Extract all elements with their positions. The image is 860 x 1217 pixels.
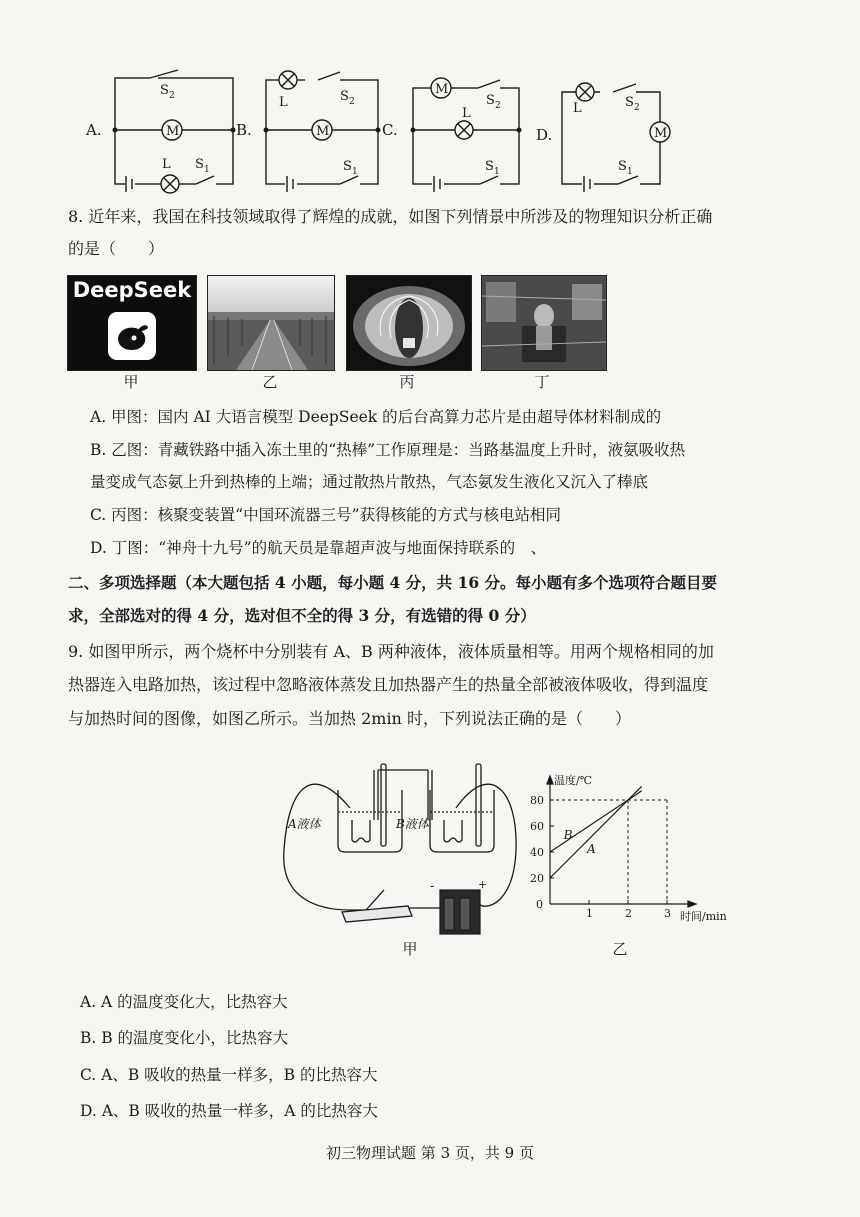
- svg-text:M: M: [166, 124, 180, 139]
- figure-caption-yi: 乙: [612, 940, 628, 958]
- deepseek-logo-image: [67, 275, 197, 371]
- q9-stem-line1: 9. 如图甲所示，两个烧杯中分别装有 A、B 两种液体，液体质量相等。用两个规格相同的加: [68, 642, 714, 661]
- series-label-b: B: [563, 827, 573, 842]
- label-liquid-b: B液体: [396, 817, 429, 831]
- q9-option-c: C. A、B 吸收的热量一样多，B 的比热容大: [80, 1066, 378, 1084]
- svg-text:C.: C.: [382, 121, 398, 139]
- y-tick-label: 80: [530, 794, 544, 807]
- q9-stem-line3: 与加热时间的图像，如图乙所示。当加热 2min 时，下列说法正确的是（ ）: [68, 709, 631, 728]
- svg-text:L: L: [279, 95, 288, 110]
- tokamak-photo: [346, 275, 472, 371]
- q9-option-b: B. B 的温度变化小，比热容大: [80, 1029, 289, 1047]
- svg-text:2: 2: [349, 97, 355, 107]
- svg-text:L: L: [462, 106, 471, 121]
- heating-apparatus-diagram: [280, 750, 530, 960]
- svg-text:S: S: [340, 89, 349, 104]
- q8-option-d: D. 丁图：“神舟十九号”的航天员是靠超声波与地面保持联系的 、: [90, 539, 547, 557]
- svg-text:B.: B.: [236, 121, 252, 139]
- svg-text:2: 2: [169, 91, 175, 101]
- chart-xlabel: 时间/min: [680, 910, 727, 922]
- svg-text:1: 1: [627, 167, 633, 177]
- q8-stem-line2: 的是（ ）: [68, 239, 165, 258]
- svg-text:L: L: [162, 157, 171, 172]
- q9-stem-line2: 热器连入电路加热，该过程中忽略液体蒸发且加热器产生的热量全部被液体吸收，得到温度: [68, 675, 709, 694]
- section2-heading-line2: 求，全部选对的得 4 分，选对但不全的得 3 分，有选错的得 0 分）: [68, 606, 536, 625]
- svg-text:S: S: [486, 93, 495, 108]
- svg-text:1: 1: [204, 165, 210, 175]
- q8-stem-line1: 8. 近年来，我国在科技领域取得了辉煌的成就，如图下列情景中所涉及的物理知识分析正确: [68, 207, 713, 226]
- svg-text:M: M: [435, 82, 449, 97]
- deepseek-logo-text: DeepSeek: [72, 278, 192, 302]
- series-label-a: A: [587, 841, 596, 856]
- x-tick-label: 3: [664, 907, 671, 920]
- svg-text:-: -: [430, 879, 435, 894]
- svg-text:S: S: [195, 157, 204, 172]
- page-footer: 初三物理试题 第 3 页，共 9 页: [326, 1144, 534, 1162]
- svg-text:S: S: [485, 159, 494, 174]
- image-caption-yi: 乙: [262, 373, 278, 391]
- q8-option-a: A. 甲图：国内 AI 大语言模型 DeepSeek 的后台高算力芯片是由超导体材料制成的: [90, 408, 662, 426]
- svg-text:S: S: [343, 159, 352, 174]
- q8-option-c: C. 丙图：核聚变装置“中国环流器三号”获得核能的方式与核电站相同: [90, 506, 562, 524]
- q8-option-b-line1: B. 乙图：青藏铁路中插入冻土里的“热棒”工作原理是：当路基温度上升时，液氨吸收热: [90, 441, 686, 459]
- q8-option-b-line2: 量变成气态氨上升到热棒的上端；通过散热片散热，气态氨发生液化又沉入了棒底: [90, 473, 649, 491]
- image-caption-bing: 丙: [399, 373, 415, 391]
- railway-photo: [207, 275, 335, 371]
- y-tick-label: 40: [530, 846, 544, 859]
- temperature-time-chart: [528, 772, 748, 922]
- image-caption-ding: 丁: [534, 373, 550, 391]
- space-station-photo: [481, 275, 607, 371]
- svg-text:M: M: [316, 124, 330, 139]
- circuit-a-letter: A.: [86, 121, 102, 139]
- svg-text:S: S: [625, 95, 634, 110]
- chart-origin-label: 0: [536, 898, 543, 911]
- svg-text:M: M: [654, 126, 668, 141]
- svg-text:+: +: [478, 878, 488, 891]
- q9-option-a: A. A 的温度变化大，比热容大: [80, 993, 288, 1011]
- circuit-diagrams: [0, 60, 860, 200]
- whale-icon: [108, 312, 156, 360]
- svg-text:2: 2: [495, 101, 501, 111]
- label-liquid-a: A液体: [288, 817, 321, 831]
- x-tick-label: 1: [586, 907, 593, 920]
- q9-option-d: D. A、B 吸收的热量一样多，A 的比热容大: [80, 1102, 378, 1120]
- svg-text:S: S: [160, 83, 169, 98]
- figure-caption-jia: 甲: [402, 940, 418, 958]
- svg-text:1: 1: [494, 167, 500, 177]
- svg-text:1: 1: [352, 167, 358, 177]
- y-tick-label: 20: [530, 872, 544, 885]
- svg-text:2: 2: [634, 103, 640, 113]
- x-tick-label: 2: [625, 907, 632, 920]
- chart-ylabel: 温度/℃: [554, 774, 593, 787]
- y-tick-label: 60: [530, 820, 544, 833]
- section2-heading-line1: 二、多项选择题（本大题包括 4 小题，每小题 4 分，共 16 分。每小题有多个选项符合题目要: [68, 573, 718, 592]
- svg-text:L: L: [573, 101, 582, 116]
- svg-text:D.: D.: [536, 126, 553, 144]
- image-caption-jia: 甲: [123, 373, 139, 391]
- svg-text:S: S: [618, 159, 627, 174]
